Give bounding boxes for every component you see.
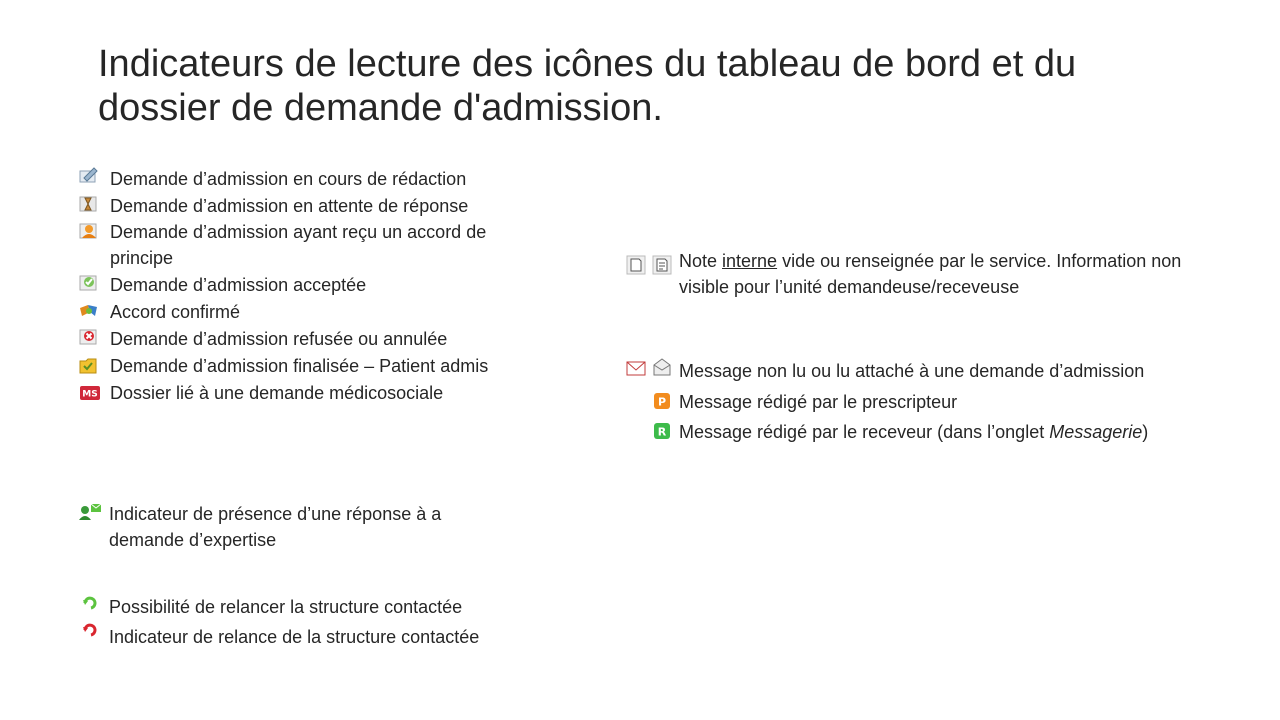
- note-filled-icon: [652, 255, 672, 275]
- mail-read-icon: [652, 357, 672, 377]
- status-label: Demande d’admission ayant reçu un accord de principe: [110, 222, 487, 268]
- note-label: Note interne vide ou renseignée par le service. Information non visible pour l’unité demandeuse/receveuse: [679, 251, 1182, 297]
- expertise-label: Indicateur de présence d’une réponse à a demande d’expertise: [109, 504, 442, 550]
- relance-green-icon: [81, 594, 101, 612]
- cross-red-icon: [78, 327, 100, 347]
- check-green-icon: [78, 273, 100, 293]
- status-label: Demande d’admission refusée ou annulée: [110, 329, 448, 349]
- svg-text:MS: MS: [82, 389, 98, 400]
- hourglass-icon: [78, 194, 100, 214]
- folder-yellow-icon: [78, 356, 100, 376]
- status-label: Accord confirmé: [110, 302, 241, 322]
- note-label-underlined: interne: [722, 251, 778, 271]
- status-label: Demande d’admission acceptée: [110, 275, 367, 295]
- slide-title: Indicateurs de lecture des icônes du tableau de bord et du dossier de demande d'admission.: [98, 43, 1077, 129]
- relance-label: Possibilité de relancer la structure contactée: [109, 597, 463, 617]
- message-main-label: Message non lu ou lu attaché à une demande d’admission: [679, 361, 1145, 381]
- person-orange-icon: [78, 221, 100, 241]
- mail-unread-icon: [626, 360, 646, 378]
- status-label: Demande d’admission finalisée – Patient admis: [110, 356, 489, 376]
- messagerie-italic: Messagerie: [1049, 422, 1143, 442]
- ms-badge-icon: [80, 386, 100, 400]
- relance-red-icon: [81, 621, 101, 639]
- note-empty-icon: [626, 255, 646, 275]
- receveur-badge-icon: [654, 423, 670, 439]
- status-label: Demande d’admission en cours de rédaction: [110, 169, 467, 189]
- message-receveur-label: Message rédigé par le receveur (dans l’onglet Messagerie): [679, 422, 1149, 442]
- svg-text:R: R: [657, 425, 667, 439]
- handshake-icon: [78, 302, 100, 320]
- status-label: Demande d’admission en attente de réponse: [110, 196, 469, 216]
- svg-text:P: P: [657, 395, 667, 409]
- prescripteur-badge-icon: [654, 393, 670, 409]
- relance-label: Indicateur de relance de la structure contactée: [109, 627, 480, 647]
- pencil-doc-icon: [78, 165, 100, 185]
- status-label: Dossier lié à une demande médicosociale: [110, 383, 444, 403]
- expertise-reply-icon: [78, 502, 102, 522]
- message-prescripteur-label: Message rédigé par le prescripteur: [679, 392, 958, 412]
